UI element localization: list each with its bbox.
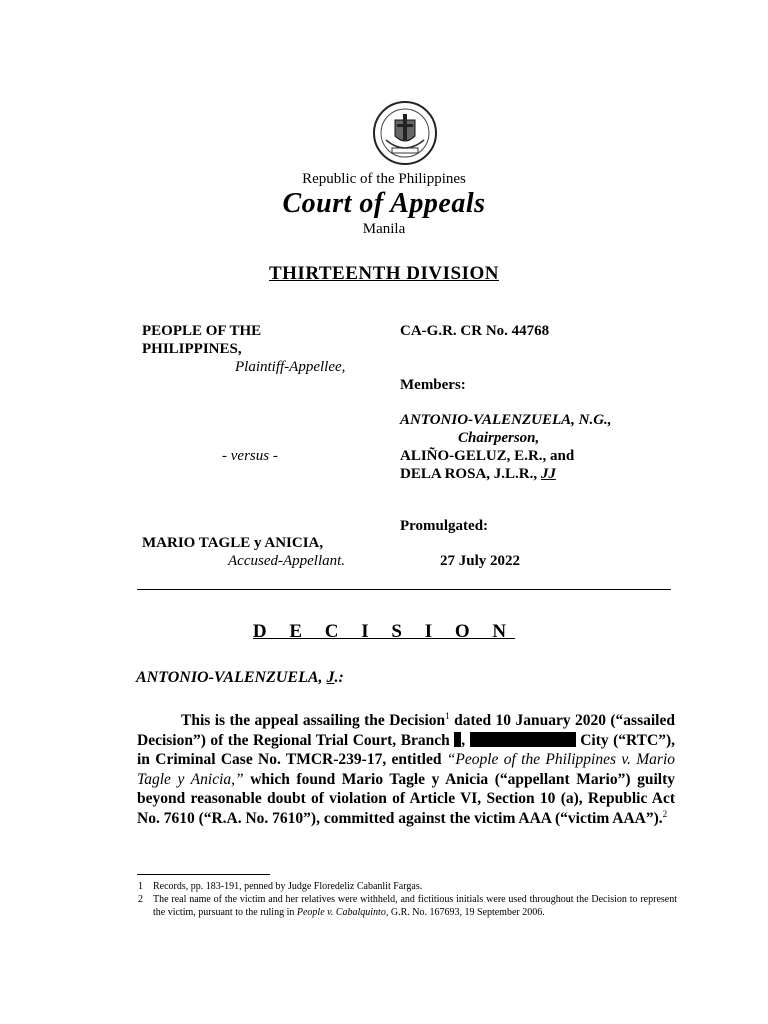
footnote-2-text: The real name of the victim and her relatives were withheld, and fictitious initials were used throughout the Decision to represent the victim, pursuant to the ruling in People v. Cabalquinto, G.R. No. 167693, 19 September 2006. <box>153 894 677 918</box>
plaintiff-name-line1: PEOPLE OF THE <box>142 323 262 339</box>
court-of-appeals-seal-icon <box>372 100 438 166</box>
court-seal <box>372 100 438 166</box>
footnote-2-number: 2 <box>138 894 143 905</box>
member-1-role: Chairperson, <box>458 430 540 446</box>
footnote-2-case: People v. Cabalquinto <box>296 907 386 918</box>
accused-name: MARIO TAGLE y ANICIA, <box>142 535 324 551</box>
ponente-line <box>136 669 344 687</box>
footnote-divider <box>137 874 270 875</box>
division-text: THIRTEENTH DIVISION <box>268 263 500 284</box>
plaintiff-role: Plaintiff-Appellee, <box>235 359 346 375</box>
division-heading <box>0 263 768 285</box>
ponente-name: ANTONIO-VALENZUELA, <box>136 669 327 686</box>
footnote-1-number: 1 <box>138 881 143 892</box>
republic-line: Republic of the Philippines <box>302 171 466 187</box>
member-2: ALIÑO-GELUZ, E.R., and <box>400 448 575 464</box>
member-3-line <box>400 465 556 483</box>
promulgated-label: Promulgated: <box>400 518 489 534</box>
members-label: Members: <box>400 377 466 393</box>
footnote-ref-2[interactable]: 2 <box>662 808 668 819</box>
case-title: “People of the Philippines v. Mario Tagle y Anicia,” <box>137 751 675 788</box>
member-3-suffix: JJ <box>540 466 556 482</box>
accused-role: Accused-Appellant. <box>228 553 346 569</box>
footnote-1-text: Records, pp. 183-191, penned by Judge Floredeliz Cabanlit Fargas. <box>153 881 423 892</box>
plaintiff-name-line2: PHILIPPINES, <box>142 341 242 357</box>
promulgated-date: 27 July 2022 <box>440 553 521 569</box>
member-3: DELA ROSA, J.L.R., <box>400 466 538 482</box>
ponente-j: J <box>326 669 335 686</box>
decision-paragraph: This is the appeal assailing the Decision$^1$ dated 10 January 2020 (“assailed Decision”) of the Regional Trial Court, Branch , City (“RTC”), in Criminal Case No. TMCR-239-17, entitled “People of the Philippines v. Mario Tagle y Anicia,” which found Mario Tagle y Anicia (“appellant Mario”) guilty beyond reasonable doubt of violation of Article VI, Section 10 (a), Republic Act No. 7610 (“R.A. No. 7610”), committed against the victim AAA (“victim AAA”).$^2$ <box>137 710 675 827</box>
court-name: Court of Appeals <box>282 188 486 219</box>
city-line: Manila <box>362 221 406 237</box>
decision-title <box>0 621 768 643</box>
versus-label: - versus - <box>222 448 278 464</box>
caption-divider <box>137 589 671 590</box>
decision-title-text: D E C I S I O N <box>252 621 516 642</box>
ponente-suffix: .: <box>334 669 344 686</box>
footnote-ref-1[interactable]: 1 <box>445 710 450 721</box>
redacted-city <box>470 732 576 747</box>
member-1: ANTONIO-VALENZUELA, N.G., <box>400 412 612 428</box>
case-number: CA-G.R. CR No. 44768 <box>400 323 550 339</box>
